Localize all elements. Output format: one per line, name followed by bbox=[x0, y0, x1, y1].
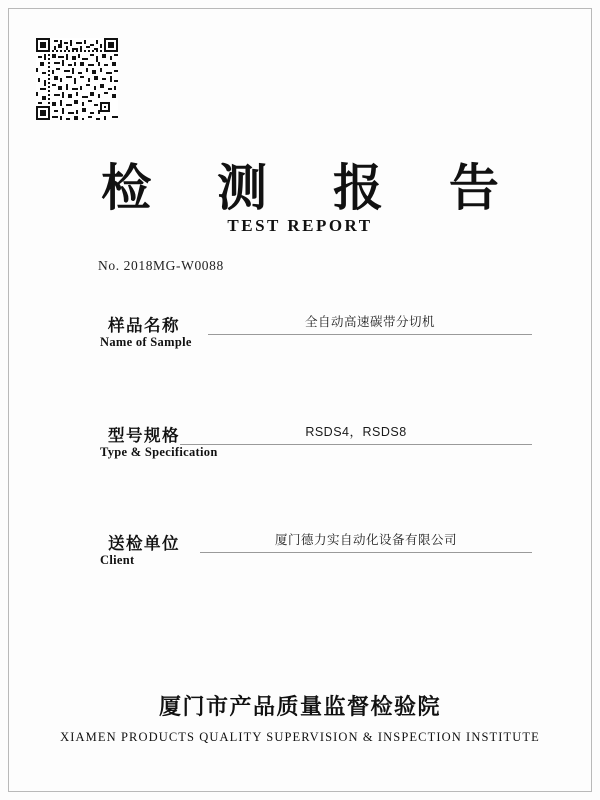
qr-code-icon bbox=[36, 38, 118, 120]
field-value-underline bbox=[200, 530, 532, 553]
page-title-en: TEST REPORT bbox=[227, 216, 373, 235]
field-value: 全自动高速碳带分切机 bbox=[304, 315, 435, 329]
field-label-zh: 送检单位 bbox=[108, 535, 180, 553]
field-value: RSDS4，RSDS8 bbox=[305, 425, 407, 439]
field-value: 厦门德力实自动化设备有限公司 bbox=[274, 533, 457, 547]
field-client bbox=[100, 530, 532, 582]
issuing-organization-zh: 厦门市产品质量监督检验院 bbox=[158, 694, 441, 719]
field-name-of-sample bbox=[100, 312, 532, 364]
field-label-en: Client bbox=[100, 553, 135, 567]
field-label-en: Type & Specification bbox=[100, 445, 218, 459]
field-type-specification bbox=[100, 422, 532, 474]
field-value-underline bbox=[208, 312, 532, 335]
field-label-zh: 型号规格 bbox=[108, 427, 180, 445]
field-label-zh: 样品名称 bbox=[108, 317, 180, 335]
field-label-en: Name of Sample bbox=[100, 335, 192, 349]
report-number: No. 2018MG-W0088 bbox=[98, 258, 224, 273]
issuing-organization-en: XIAMEN PRODUCTS QUALITY SUPERVISION & INSPECTION INSTITUTE bbox=[60, 730, 540, 744]
page-border bbox=[8, 8, 592, 792]
page-title-zh: 检 测 报 告 bbox=[101, 160, 525, 216]
field-value-underline bbox=[180, 422, 532, 445]
